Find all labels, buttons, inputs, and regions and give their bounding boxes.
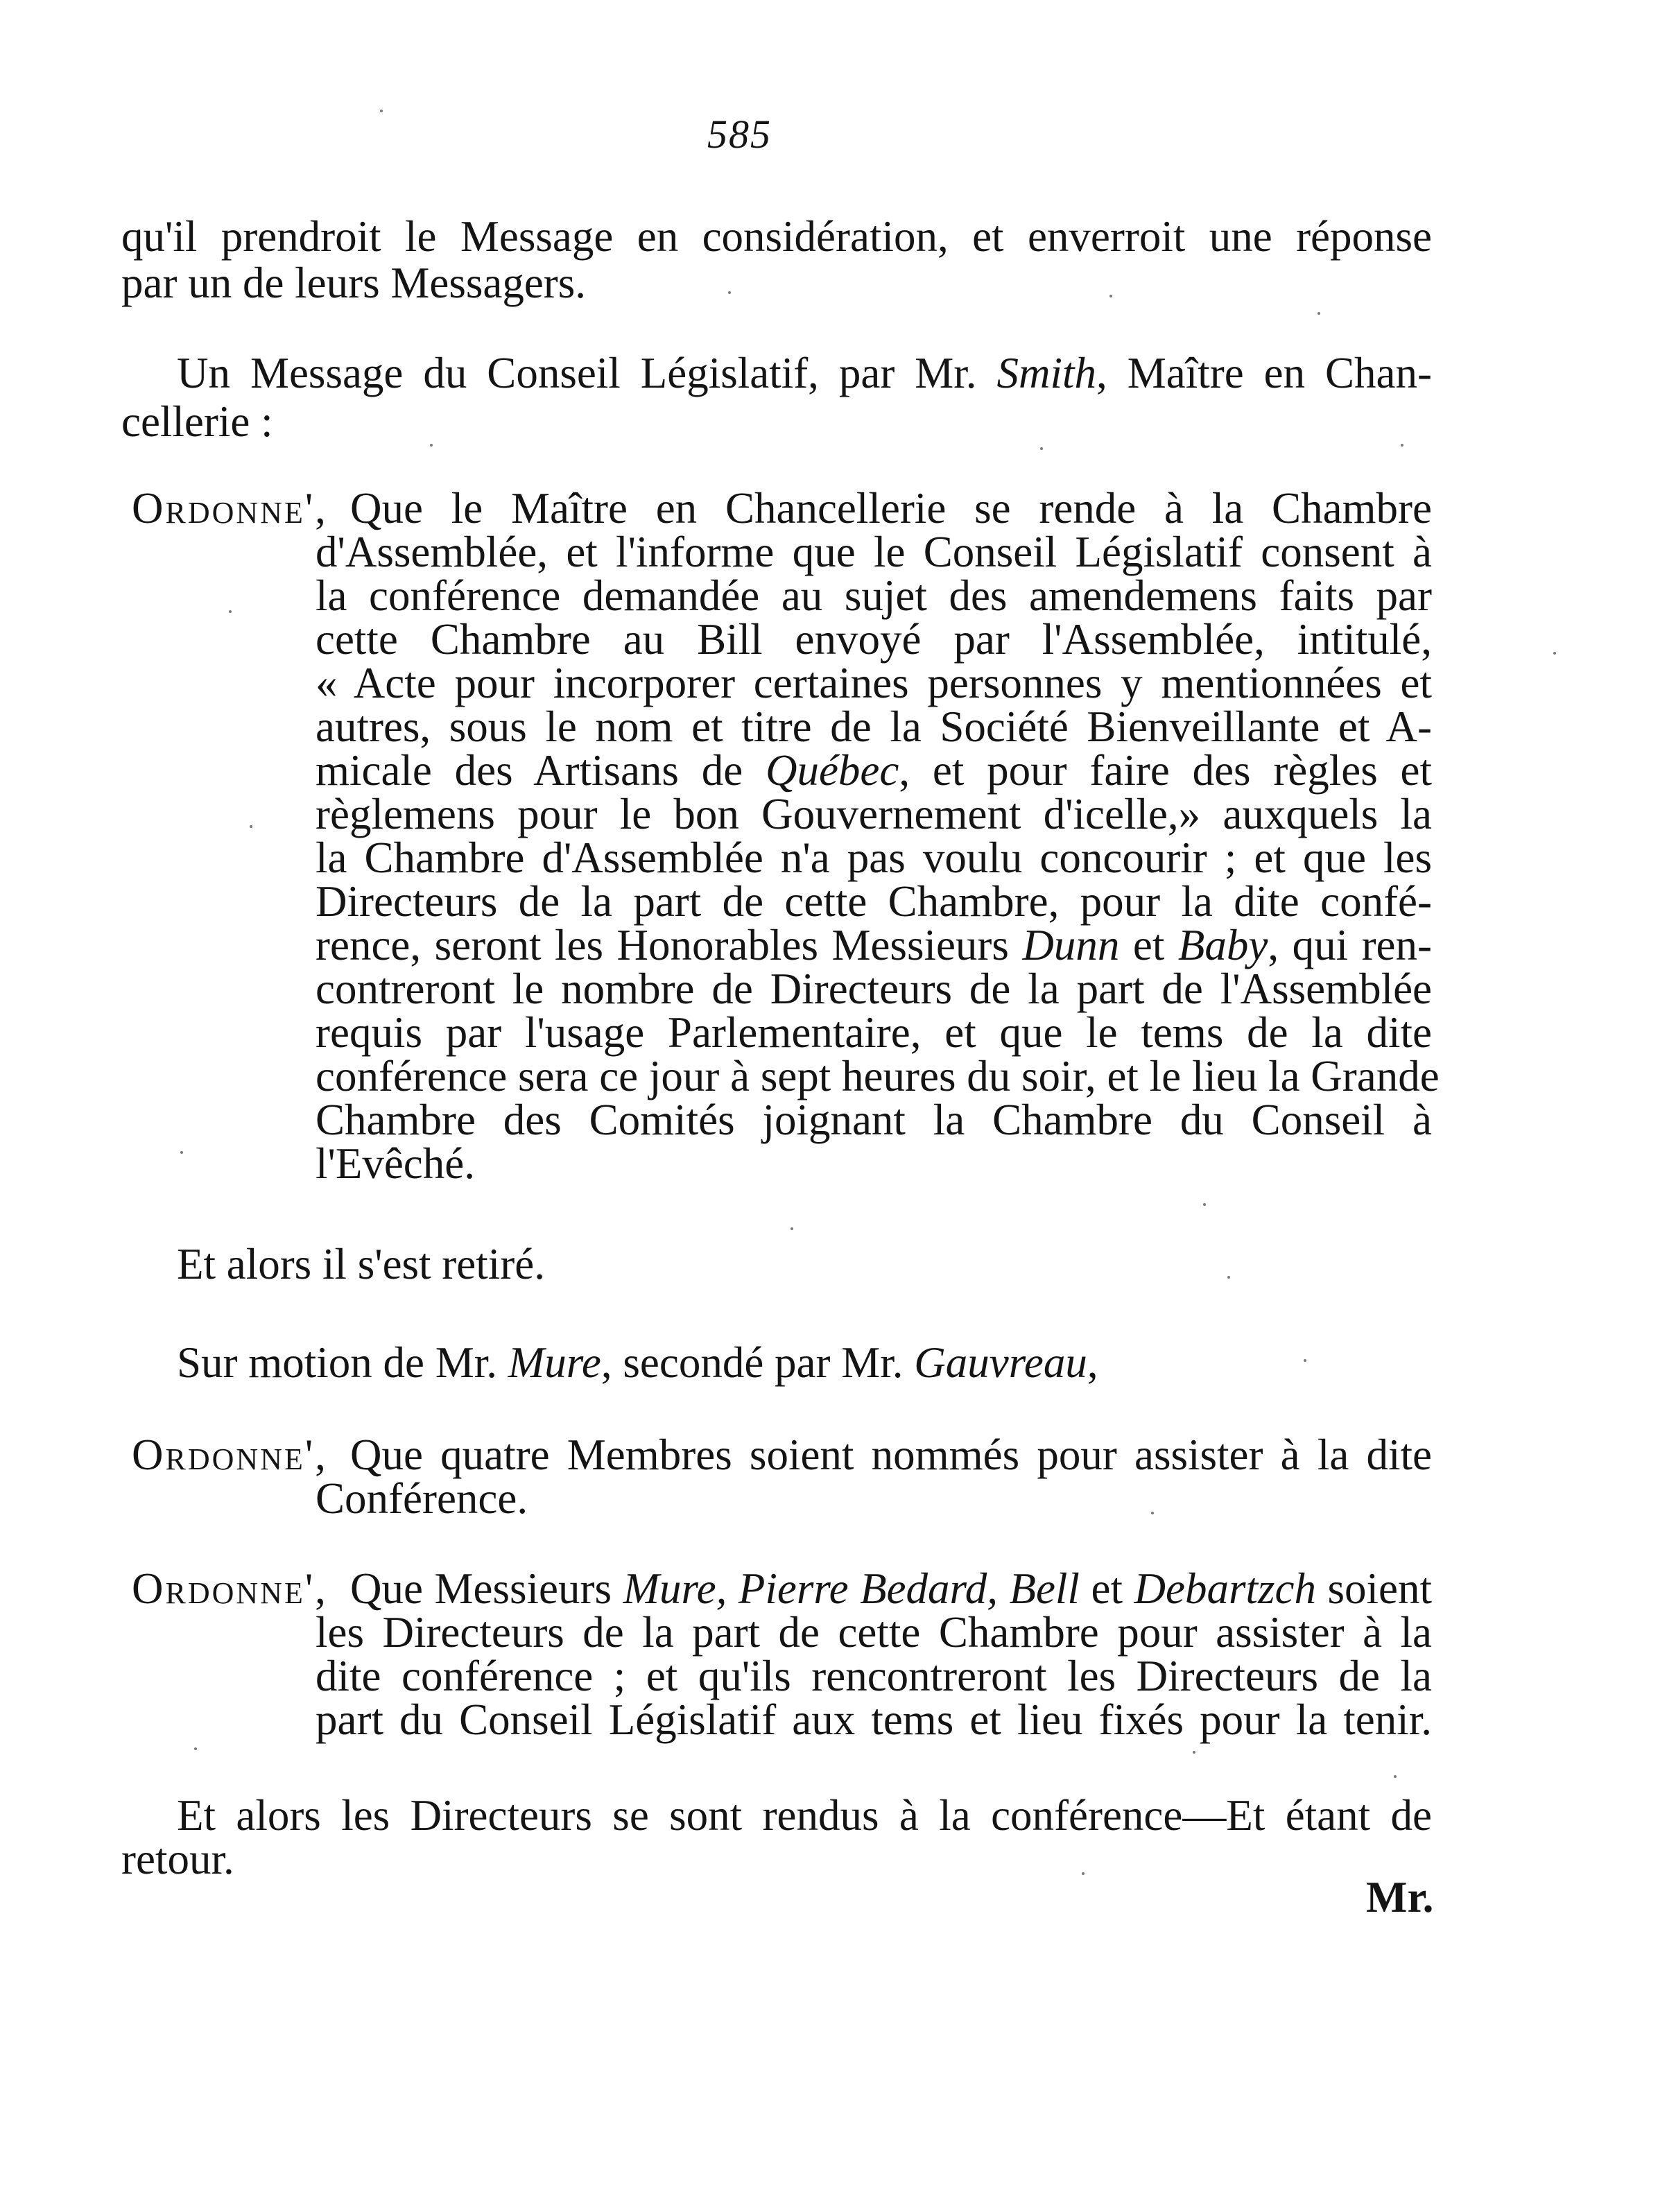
scan-speck — [1082, 1872, 1085, 1875]
paragraph-3-line-11-text-a: rence, seront les Honorables Messieurs — [316, 921, 1023, 969]
scan-speck — [380, 110, 383, 112]
scan-speck — [1227, 1276, 1230, 1279]
scan-speck — [1203, 1203, 1206, 1206]
paragraph-4-line-1: Et alors il s'est retiré. — [177, 1240, 545, 1288]
paragraph-3-line-9: la Chambre d'Assemblée n'a pas voulu concourir ; et que les — [316, 833, 1432, 882]
paragraph-3-line-16: l'Evêché. — [316, 1139, 475, 1188]
paragraph-2-text-b: , Maître en Chan- — [1096, 349, 1432, 397]
paragraph-3-line-13: requis par l'usage Parlementaire, et que le tems de la dite — [316, 1008, 1432, 1057]
ordonne-label-1: Ordonne', — [132, 484, 328, 533]
paragraph-3-line-2: d'Assemblée, et l'informe que le Conseil Législatif consent à — [316, 528, 1432, 576]
paragraph-3-line-1: Que le Maître en Chancellerie se rende à la Chambre — [350, 484, 1432, 533]
paragraph-3-line-11-text-c: , qui ren- — [1268, 921, 1432, 969]
paragraph-3-line-10: Directeurs de la part de cette Chambre, pour la dite confé- — [316, 877, 1432, 926]
paragraph-3-line-12: contreront le nombre de Directeurs de la part de l'Assemblée — [316, 965, 1432, 1013]
paragraph-2-line-1 — [177, 347, 1432, 399]
paragraph-5-person-2: Gauvreau — [914, 1338, 1087, 1387]
paragraph-3-line-3: la conférence demandée au sujet des amendemens faits par — [316, 571, 1432, 620]
scan-speck — [728, 291, 731, 294]
ordonne-label-2: Ordonne', — [132, 1431, 328, 1479]
paragraph-5-person-1: Mure — [508, 1338, 601, 1387]
paragraph-2-person: Smith — [996, 349, 1097, 397]
ordonne-label-3: Ordonne', — [132, 1564, 328, 1613]
paragraph-5-line-1 — [177, 1336, 1098, 1389]
paragraph-7-persons: Mure, Pierre Bedard, Bell — [623, 1564, 1080, 1613]
scan-speck — [180, 1151, 183, 1154]
scan-speck — [1040, 447, 1043, 450]
paragraph-3-line-7-text-a: micale des Artisans de — [316, 746, 766, 795]
paragraph-7-text-a: Que Messieurs — [350, 1564, 623, 1613]
scan-speck — [1304, 1359, 1306, 1362]
paragraph-2-line-2: cellerie : — [121, 397, 273, 446]
paragraph-7-person-4: Debartzch — [1134, 1564, 1316, 1613]
paragraph-3-line-15: Chambre des Comités joignant la Chambre du Conseil à — [316, 1096, 1432, 1144]
paragraph-7-line-2: les Directeurs de la part de cette Chambre pour assister à la — [316, 1608, 1432, 1657]
scan-speck — [1401, 444, 1403, 447]
paragraph-7-text-b: et — [1079, 1564, 1134, 1613]
paragraph-8-line-1: Et alors les Directeurs se sont rendus à la conférence—Et étant de — [177, 1791, 1432, 1840]
paragraph-6-line-1: Que quatre Membres soient nommés pour assister à la dite — [350, 1431, 1432, 1479]
paragraph-1-line-1: qu'il prendroit le Message en considération, et enverroit une réponse — [121, 212, 1432, 261]
page-number: 585 — [707, 112, 772, 157]
paragraph-5-text-a: Sur motion de Mr. — [177, 1338, 508, 1387]
scan-speck — [430, 444, 433, 447]
paragraph-6-line-2: Conférence. — [316, 1474, 528, 1523]
paragraph-3-line-8: règlemens pour le bon Gouvernement d'icelle,» auxquels la — [316, 790, 1432, 838]
scan-speck — [250, 825, 252, 828]
paragraph-3-place: Québec — [765, 746, 899, 795]
paragraph-8-line-2: retour. — [121, 1835, 234, 1883]
scan-speck — [1318, 312, 1320, 315]
paragraph-3-person-1: Dunn — [1022, 921, 1120, 969]
paragraph-3-person-2: Baby — [1177, 921, 1268, 969]
paragraph-7-text-c: soient — [1315, 1564, 1432, 1613]
paragraph-3-line-7-text-b: , et pour faire des règles et — [899, 746, 1432, 795]
paragraph-3-line-14: conférence sera ce jour à sept heures du soir, et le lieu la Grande — [316, 1052, 1440, 1100]
scan-speck — [1151, 1512, 1154, 1514]
scan-speck — [1394, 1775, 1397, 1778]
paragraph-3-line-11-text-b: et — [1119, 921, 1178, 969]
paragraph-7-line-3: dite conférence ; et qu'ils rencontreront les Directeurs de la — [316, 1652, 1432, 1700]
scan-speck — [791, 1227, 793, 1230]
scan-speck — [1553, 652, 1556, 655]
paragraph-3-line-5: « Acte pour incorporer certaines personnes y mentionnées et — [316, 659, 1432, 707]
paragraph-3-line-4: cette Chambre au Bill envoyé par l'Assemblée, intitulé, — [316, 615, 1432, 664]
paragraph-7-line-4: part du Conseil Législatif aux tems et lieu fixés pour la tenir. — [316, 1695, 1432, 1744]
scan-speck — [1109, 295, 1112, 297]
scan-speck — [194, 1747, 197, 1750]
scan-speck — [1193, 1751, 1195, 1754]
paragraph-1-line-2: par un de leurs Messagers. — [121, 259, 587, 307]
paragraph-3-line-6: autres, sous le nom et titre de la Société Bienveillante et A- — [316, 702, 1432, 751]
paragraph-2-text-a: Un Message du Conseil Législatif, par Mr. — [177, 349, 997, 397]
paragraph-5-text-c: , — [1087, 1338, 1098, 1387]
scan-speck — [229, 610, 232, 613]
catchword: Mr. — [1366, 1873, 1434, 1921]
paragraph-5-text-b: , secondé par Mr. — [601, 1338, 915, 1387]
